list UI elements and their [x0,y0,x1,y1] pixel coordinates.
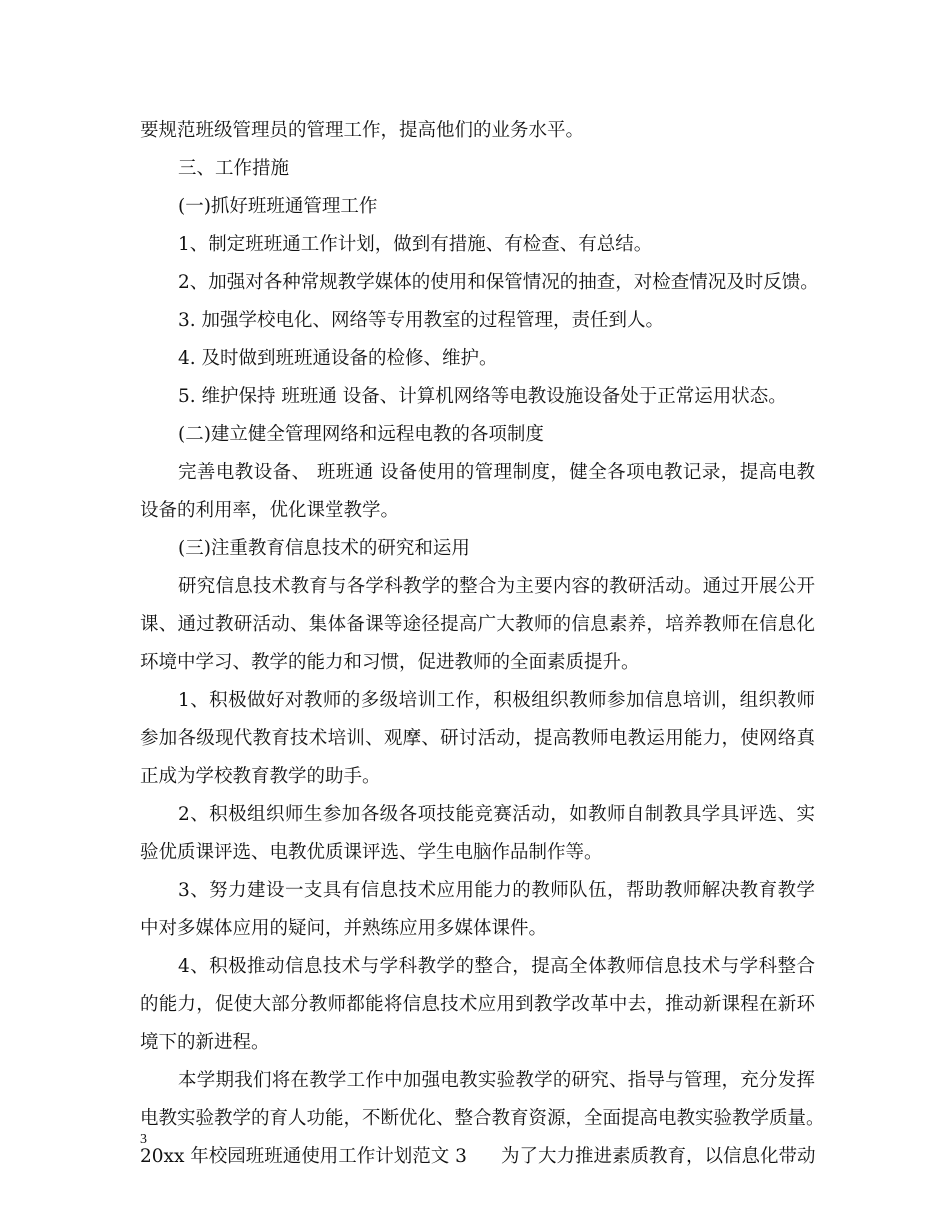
section-heading: 三、工作措施 [178,158,290,179]
paragraph-line: 课、通过教研活动、集体备课等途径提高广大教师的信息素养，培养教师在信息化 [140,614,815,635]
subsection-heading: (三)注重教育信息技术的研究和运用 [178,538,470,559]
paragraph-line: 的能力，促使大部分教师都能将信息技术应用到教学改革中去，推动新课程在新环 [140,994,815,1015]
paragraph-line: 验优质课评选、电教优质课评选、学生电脑作品制作等。 [140,842,603,863]
paragraph-line: 环境中学习、教学的能力和习惯，促进教师的全面素质提升。 [140,652,640,673]
paragraph-line: 本学期我们将在教学工作中加强电教实验教学的研究、指导与管理，充分发挥 [178,1070,815,1091]
paragraph-line: 参加各级现代教育技术培训、观摩、研讨活动，提高教师电教运用能力，使网络真 [140,728,815,749]
list-item: 2、加强对各种常规教学媒体的使用和保管情况的抽查，对检查情况及时反馈。 [178,272,819,293]
paragraph-line [140,1138,815,1176]
subsection-heading: (一)抓好班班通管理工作 [178,196,378,217]
article-intro: 为了大力推进素质教育，以信息化带动 [500,1146,816,1167]
body-text [140,112,825,1176]
paragraph-line: 完善电教设备、 班班通 设备使用的管理制度，健全各项电教记录，提高电教 [178,462,815,483]
paragraph-line: 电教实验教学的育人功能，不断优化、整合教育资源，全面提高电教实验教学质量。 [140,1108,825,1129]
paragraph-line: 要规范班级管理员的管理工作，提高他们的业务水平。 [140,120,585,141]
paragraph-line: 4、积极推动信息技术与学科教学的整合，提高全体教师信息技术与学科整合 [178,956,815,977]
paragraph-line: 研究信息技术教育与各学科教学的整合为主要内容的教研活动。通过开展公开 [178,576,815,597]
page-number: 3 [140,1132,147,1147]
list-item: 1、制定班班通工作计划，做到有措施、有检查、有总结。 [178,234,653,255]
paragraph-line: 境下的新进程。 [140,1032,270,1053]
paragraph-line: 3、努力建设一支具有信息技术应用能力的教师队伍，帮助教师解决教育教学 [178,880,815,901]
paragraph-line: 正成为学校教育教学的助手。 [140,766,381,787]
paragraph-line: 中对多媒体应用的疑问，并熟练应用多媒体课件。 [140,918,548,939]
article-title: 20xx 年校园班班通使用工作计划范文 3 [140,1146,467,1167]
paragraph-line: 1、积极做好对教师的多级培训工作，积极组织教师参加信息培训，组织教师 [178,690,815,711]
list-item: 4. 及时做到班班通设备的检修、维护。 [178,348,498,369]
list-item: 5. 维护保持 班班通 设备、计算机网络等电教设施设备处于正常运用状态。 [178,386,787,407]
subsection-heading: (二)建立健全管理网络和远程电教的各项制度 [178,424,544,445]
list-item: 3. 加强学校电化、网络等专用教室的过程管理，责任到人。 [178,310,665,331]
paragraph-line: 设备的利用率，优化课堂教学。 [140,500,400,521]
paragraph-line: 2、积极组织师生参加各级各项技能竞赛活动，如教师自制教具学具评选、实 [178,804,815,825]
